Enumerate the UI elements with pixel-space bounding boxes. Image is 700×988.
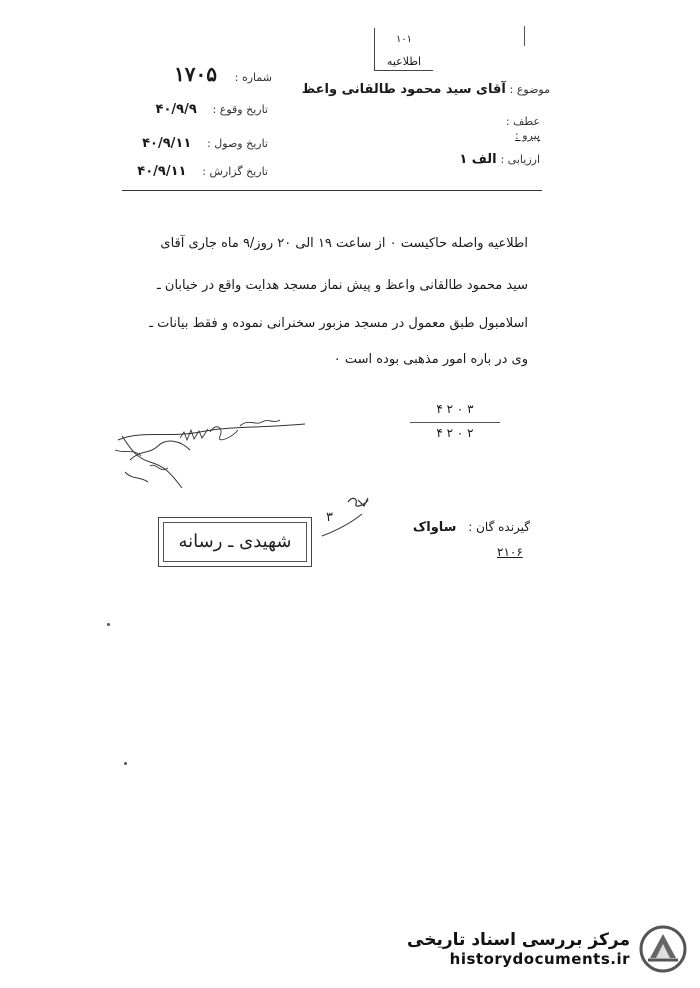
- receivers-code: ۲۱۰۶: [497, 545, 523, 559]
- body-line-4: وی در باره امور مذهبی بوده است ۰: [333, 352, 528, 367]
- top-stamp-label: اطلاعیه: [386, 55, 422, 68]
- stray-dot: [107, 623, 110, 626]
- scribble-number: ۳: [326, 510, 333, 525]
- stamp-text: شهیدی ـ رسانه: [163, 522, 307, 562]
- fraction-bar: [410, 422, 500, 423]
- number-field: [174, 62, 272, 86]
- fraction-top: ۴ ۲ ۰ ۳: [436, 402, 474, 416]
- watermark: [407, 920, 688, 978]
- date-report-field: [137, 164, 268, 179]
- date-received-label: تاریخ وصول :: [207, 137, 268, 150]
- date-event-field: [156, 102, 268, 117]
- followup-label-2: پیرو :: [515, 129, 540, 142]
- date-event-value: ۴۰/۹/۹: [155, 102, 197, 117]
- body-line-1: اطلاعیه واصله حاکیست ۰ از ساعت ۱۹ الی ۲۰ روز/۹ ماه جاری آقای: [160, 236, 528, 251]
- top-stamp-box: [374, 28, 433, 71]
- handwritten-signature: [110, 410, 310, 500]
- date-report-label: تاریخ گزارش :: [202, 165, 268, 178]
- subject-label: موضوع :: [509, 83, 550, 96]
- followup-prior: [515, 128, 540, 142]
- archive-logo-icon: [638, 924, 688, 974]
- receivers-value: ساواک: [412, 520, 457, 535]
- number-label: شماره :: [234, 71, 272, 84]
- stray-dot: [124, 762, 127, 765]
- date-received-value: ۴۰/۹/۱۱: [142, 136, 192, 151]
- fraction-bottom: ۴ ۲ ۰ ۲: [436, 426, 474, 440]
- watermark-url: historydocuments.ir: [449, 950, 630, 968]
- evaluation-field: [459, 152, 540, 167]
- date-event-label: تاریخ وقوع :: [212, 103, 268, 116]
- subject-field: [302, 82, 550, 97]
- receivers-field: [413, 520, 530, 535]
- fraction-annotation: [410, 402, 500, 444]
- evaluation-value: الف ۱: [459, 152, 497, 167]
- receivers-label: گیرنده گان :: [468, 520, 530, 534]
- watermark-title: مرکز بررسی اسناد تاریخی: [407, 930, 630, 950]
- evaluation-label: ارزیابی :: [500, 153, 540, 166]
- date-report-value: ۴۰/۹/۱۱: [137, 164, 187, 179]
- followup-ref: [506, 114, 540, 128]
- body-line-2: سید محمود طالقانی واعظ و پیش نماز مسجد هدایت واقع در خیابان ـ: [156, 278, 528, 293]
- number-value: ۱۷۰۵: [173, 62, 217, 86]
- top-stamp-code: ۱۰۱: [395, 34, 413, 45]
- followup-label-1: عطف :: [505, 115, 540, 128]
- subject-value: آقای سید محمود طالقانی واعظ: [301, 82, 506, 97]
- rectangular-stamp: [158, 517, 312, 567]
- body-line-3: اسلامبول طبق معمول در مسجد مزبور سخنرانی نموده و فقط بیانات ـ: [149, 316, 528, 331]
- header-divider: [122, 190, 542, 191]
- top-stamp-mark: [524, 26, 525, 46]
- date-received-field: [142, 136, 268, 151]
- watermark-text: [407, 930, 630, 968]
